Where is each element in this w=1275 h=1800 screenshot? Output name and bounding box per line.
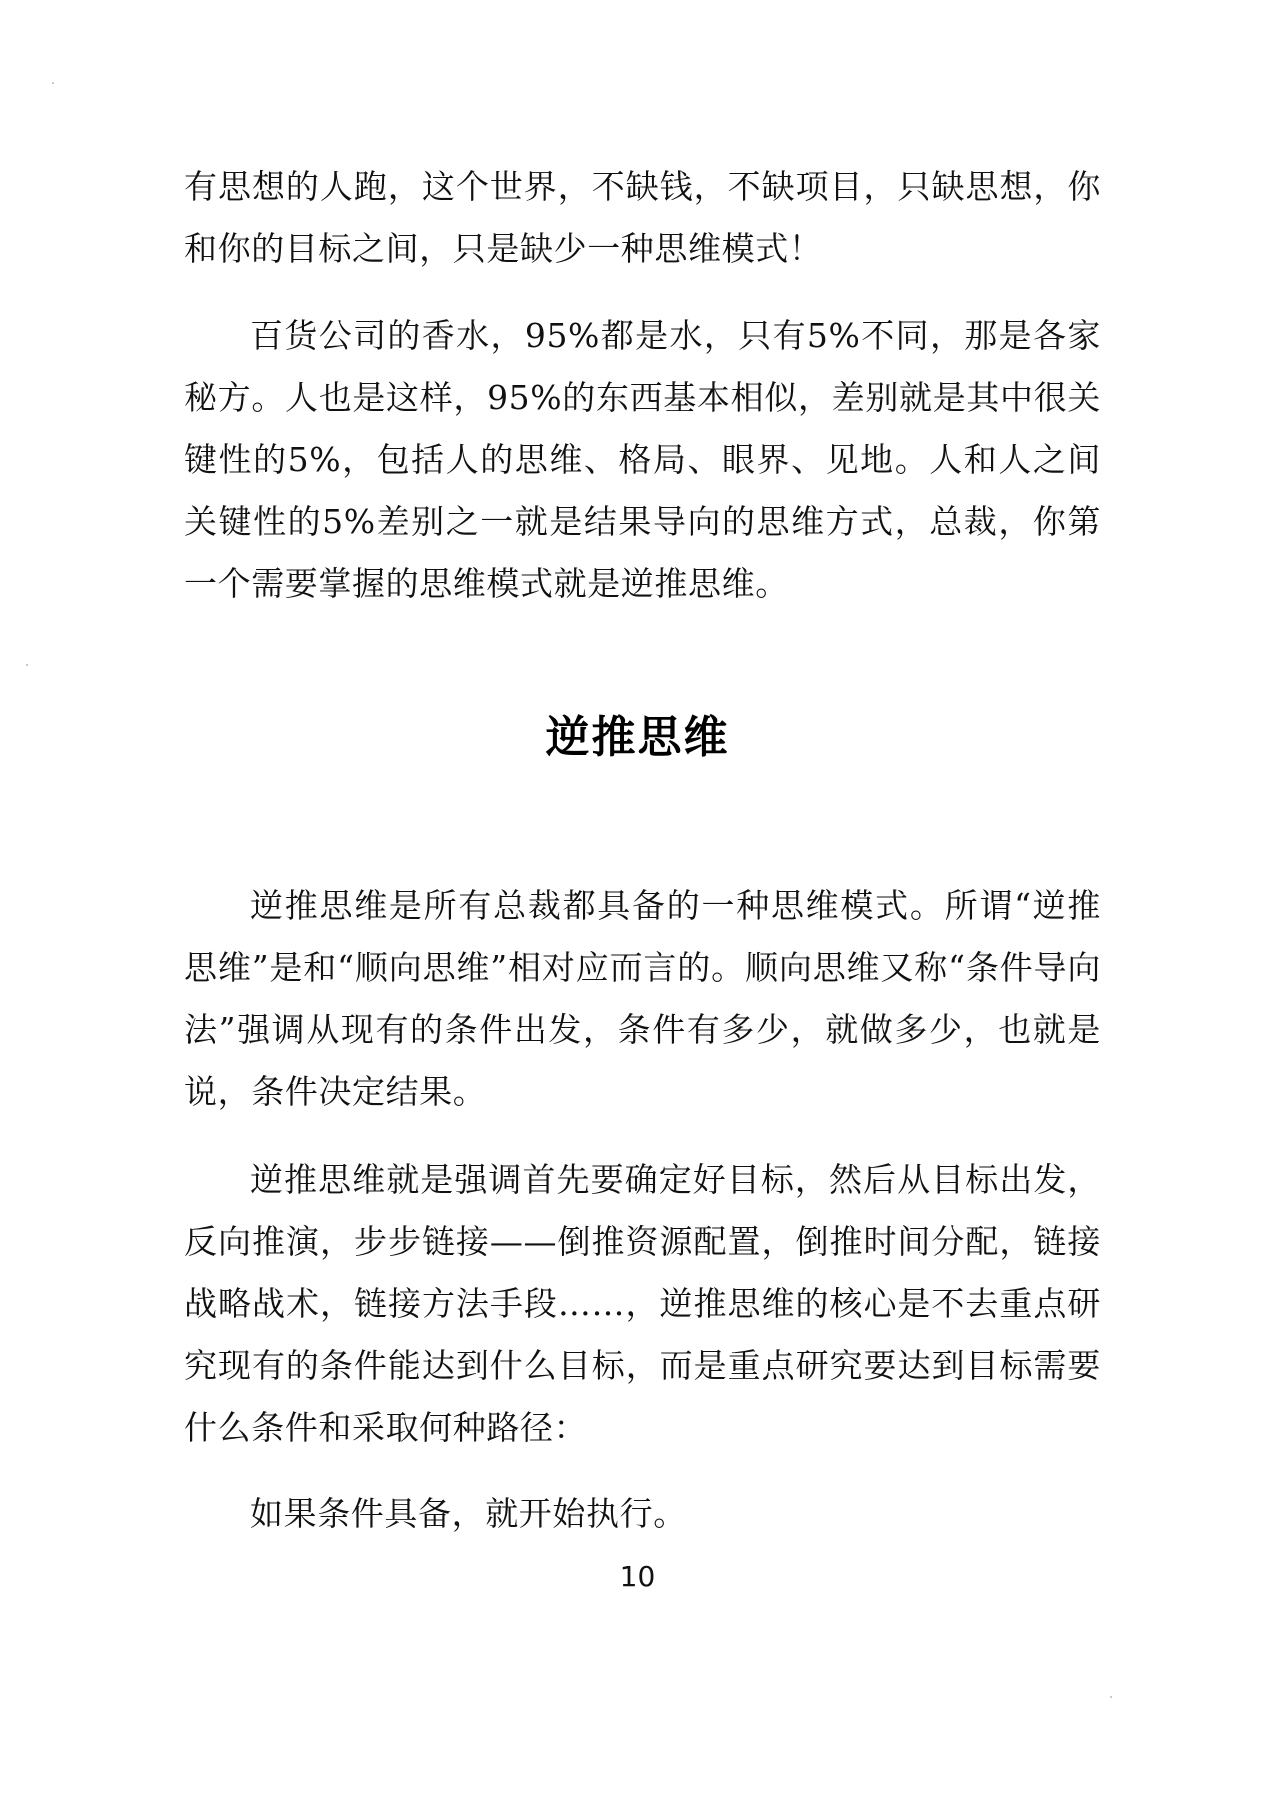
paragraph-continuation [184, 156, 1101, 280]
paragraph-text: 逆推思维就是强调首先要确定好目标，然后从目标出发，反向推演，步步链接——倒推资源配置，倒推时间分配，链接战略战术，链接方法手段……，逆推思维的核心是不去重点研究现有的条件能达到什么目标，而是重点研究要达到目标需要什么条件和采取何种路径： [184, 1160, 1101, 1447]
paragraph-core-idea [184, 1149, 1101, 1459]
scan-speck [26, 664, 28, 666]
paragraph-text: 逆推思维是所有总裁都具备的一种思维模式。所谓“逆推思维”是和“顺向思维”相对应而言的。顺向思维又称“条件导向法”强调从现有的条件出发，条件有多少，就做多少，也就是说，条件决定结果。 [184, 886, 1101, 1111]
paragraph-text: 如果条件具备，就开始执行。 [250, 1494, 687, 1533]
scan-speck [52, 82, 54, 84]
paragraph-definition [184, 875, 1101, 1123]
paragraph-perfume [184, 305, 1101, 615]
scan-speck [1110, 1696, 1112, 1698]
paragraph-text: 有思想的人跑，这个世界，不缺钱，不缺项目，只缺思想，你和你的目标之间，只是缺少一种思维模式！ [184, 167, 1101, 268]
page-number: 10 [619, 1560, 656, 1593]
section-title: 逆推思维 [545, 712, 730, 763]
paragraph-execution [184, 1483, 1101, 1545]
paragraph-text: 百货公司的香水，95%都是水，只有5%不同，那是各家秘方。人也是这样，95%的东西基本相似，差别就是其中很关键性的5%，包括人的思维、格局、眼界、见地。人和人之间关键性的5%差别之一就是结果导向的思维方式，总裁，你第一个需要掌握的思维模式就是逆推思维。 [184, 316, 1101, 603]
